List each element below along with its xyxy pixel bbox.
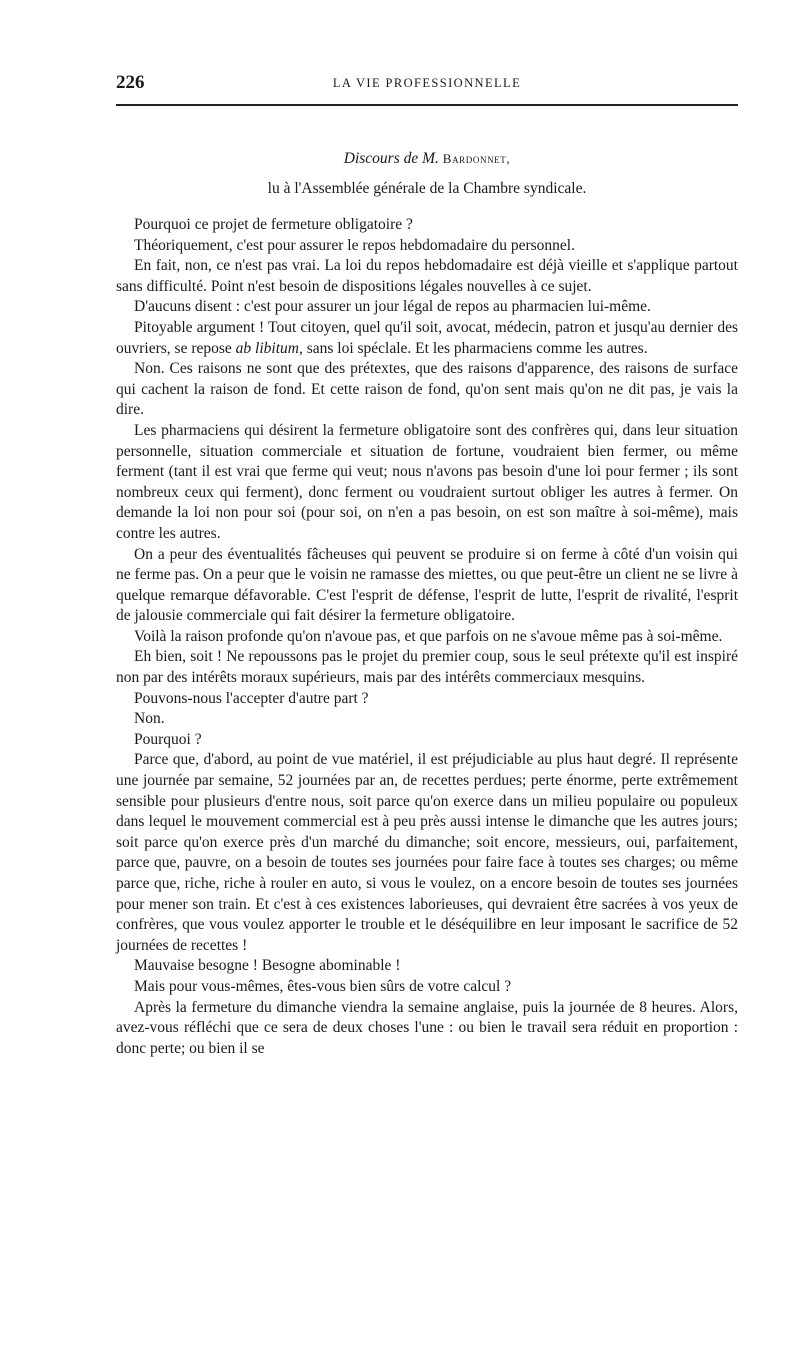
speech-title bbox=[116, 150, 738, 168]
paragraph: Mais pour vous-mêmes, êtes-vous bien sûrs de votre calcul ? bbox=[134, 977, 512, 995]
speech-title-prefix: Discours de M. bbox=[343, 150, 443, 167]
speech-heading bbox=[116, 150, 738, 198]
paragraph: Après la fermeture du dimanche viendra la semaine anglaise, puis la journée de 8 heures. Alors, avez-vous réfléchi que ce sera de deux choses l'une : ou bien le travail sera réduit en proportion : donc perte; ou bien il se bbox=[116, 998, 738, 1057]
paragraph: D'aucuns disent : c'est pour assurer un jour légal de repos au pharmacien lui-même. bbox=[134, 298, 651, 316]
speech-subtitle: lu à l'Assemblée générale de la Chambre syndicale. bbox=[267, 180, 587, 197]
page-header bbox=[116, 72, 738, 102]
paragraph: Non. bbox=[134, 710, 165, 728]
latin-phrase: ab libitum bbox=[235, 339, 299, 357]
paragraph: Pourquoi ce projet de fermeture obligatoire ? bbox=[134, 216, 413, 233]
paragraph bbox=[116, 318, 738, 359]
paragraph: Eh bien, soit ! Ne repoussons pas le projet du premier coup, sous le seul prétexte qu'il est inspiré non par des intérêts moraux supérieurs, mais par des intérêts commerciaux mesquins. bbox=[116, 648, 738, 687]
body-text bbox=[116, 215, 738, 1059]
paragraph: Pouvons-nous l'accepter d'autre part ? bbox=[134, 689, 369, 707]
paragraph-text: , sans loi spéclale. Et les pharmaciens comme les autres. bbox=[298, 339, 648, 357]
header-rule bbox=[116, 104, 738, 106]
paragraph: Pourquoi ? bbox=[134, 730, 202, 748]
paragraph: Théoriquement, c'est pour assurer le repos hebdomadaire du personnel. bbox=[134, 236, 575, 254]
paragraph: On a peur des éventualités fâcheuses qui peuvent se produire si on ferme à côté d'un voisin qui ne ferme pas. On a peur que le voisin ne ramasse des miettes, ou que peut-être un client ne se livre à quelque remarque défavorable. C'est l'esprit de défense, l'esprit de lutte, l'esprit de rivalité, l'esprit de jalousie commerciale qui fait désirer la fermeture obligatoire. bbox=[116, 545, 738, 625]
paragraph: Mauvaise besogne ! Besogne abominable ! bbox=[134, 957, 401, 975]
paragraph: Parce que, d'abord, au point de vue matériel, il est préjudiciable au plus haut degré. Il représente une journée par semaine, 52 journées par an, de recettes perdues; perte énorme, perte extrêmement sensible pour plusieurs d'entre nous, soit parce qu'on exerce dans un milieu populaire ou populeux dans lequel le mouvement commercial est à peu près aussi intense le dimanche que les autres jours; soit parce qu'on exerce près d'un marché du dimanche; soit encore, messieurs, oui, parfaitement, parce que, pauvre, on a besoin de toutes ses journées pour faire face à toutes ses charges; ou même parce que, riche, riche à rouler en auto, si vous le voulez, on a encore besoin de toutes ses journées pour mener son train. Et c'est à ces existences laborieuses, qui devraient être sacrées à vos yeux de confrères, que vous voulez apporter le trouble et le déséquilibre en leur imposant le sacrifice de 52 journées de recettes ! bbox=[116, 751, 738, 954]
paragraph: En fait, non, ce n'est pas vrai. La loi du repos hebdomadaire est déjà vieille et s'applique partout sans difficulté. Point n'est besoin de dispositions légales nouvelles à ce sujet. bbox=[116, 257, 738, 295]
paragraph: Voilà la raison profonde qu'on n'avoue pas, et que parfois on ne s'avoue même pas à soi-même. bbox=[134, 627, 723, 645]
page-number: 226 bbox=[116, 72, 145, 93]
paragraph: Les pharmaciens qui désirent la fermeture obligatoire sont des confrères qui, dans leur situation personnelle, situation commerciale et situation de fortune, voudraient bien fermer, ou même ferment (tant il est vrai que ferme qui veut; nous n'avons pas besoin d'une loi pour fermer ; ils sont nombreux ceux qui ferment), donc ferment ou voudraient surtout obliger les autres à fermer. On demande la loi non pour soi (pour soi, on n'en a pas besoin, on est son maître à soi-même), mais contre les autres. bbox=[116, 421, 738, 542]
paragraph: Non. Ces raisons ne sont que des prétextes, que des raisons d'apparence, des raisons de surface qui cachent la raison de fond. Et cette raison de fond, qu'on sent mais qu'on ne dit pas, je vais la dire. bbox=[116, 360, 738, 419]
paragraph-text: Pitoyable argument ! Tout citoyen, quel qu'il soit, avocat, médecin, patron et jusqu'au dernier des ouvriers, se repose bbox=[116, 318, 738, 357]
running-title: LA VIE PROFESSIONNELLE bbox=[332, 76, 522, 90]
speaker-name: Bardonnet, bbox=[442, 151, 511, 166]
